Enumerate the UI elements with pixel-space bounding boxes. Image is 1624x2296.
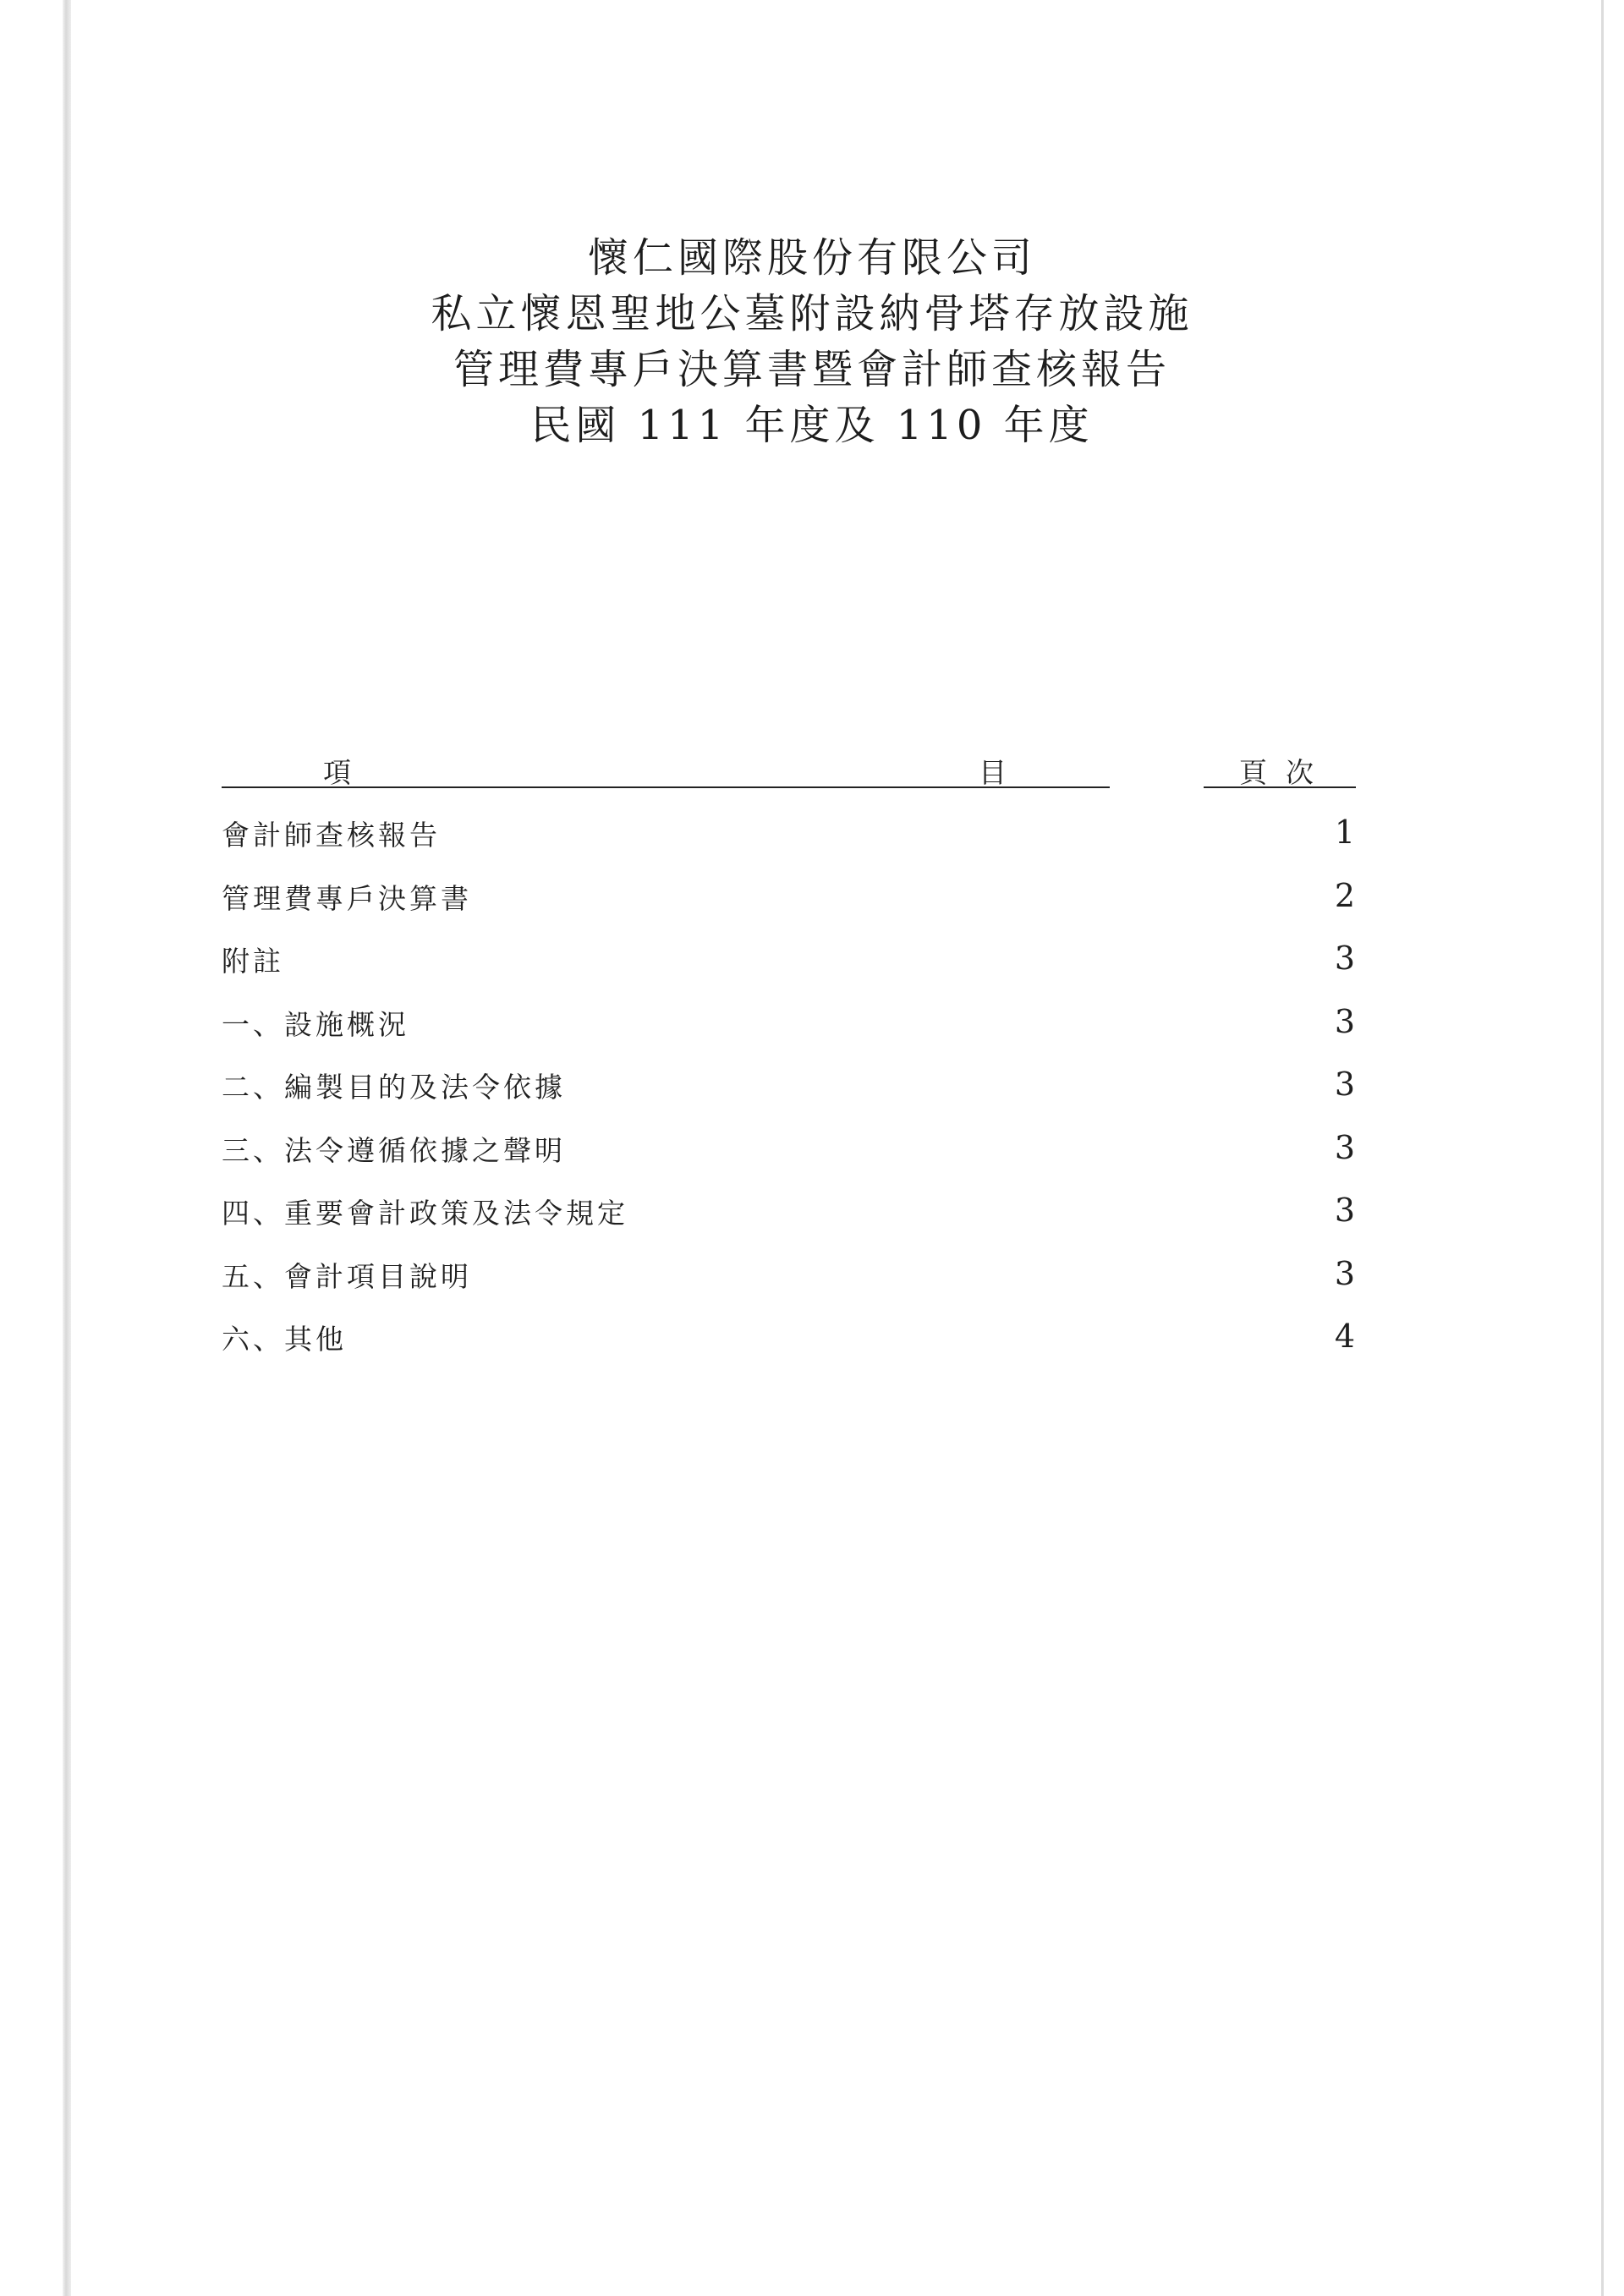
toc-header-page xyxy=(1204,744,1356,788)
toc-entry-page: 3 xyxy=(1334,1066,1355,1103)
toc-row xyxy=(222,1062,1355,1126)
toc-entry-page: 2 xyxy=(1334,876,1355,914)
toc-entry-label: 附註 xyxy=(222,945,284,978)
toc-row xyxy=(222,1314,1355,1378)
toc-header-page-label: 頁次 xyxy=(1239,756,1332,789)
company-name: 懷仁國際股份有限公司 xyxy=(587,234,1036,282)
toc-row xyxy=(222,936,1355,1000)
toc-entry-page: 3 xyxy=(1334,1002,1355,1040)
report-name: 管理費專戶決算書暨會計師查核報告 xyxy=(453,346,1171,393)
toc-entry-label: 管理費專戶決算書 xyxy=(222,881,472,915)
toc-header-item-right: 目 xyxy=(979,756,1007,789)
toc-row xyxy=(222,1126,1355,1189)
toc-row xyxy=(222,874,1355,937)
toc-row xyxy=(222,810,1355,874)
toc-entry-label: 六、其他 xyxy=(222,1323,347,1356)
toc-entry-label: 五、會計項目說明 xyxy=(222,1259,472,1293)
table-of-contents xyxy=(222,810,1355,1378)
toc-entry-page: 1 xyxy=(1334,814,1355,851)
facility-name: 私立懷恩聖地公墓附設納骨塔存放設施 xyxy=(431,290,1193,337)
toc-entry-page: 3 xyxy=(1334,1192,1355,1229)
toc-header-item-left: 項 xyxy=(323,756,351,789)
toc-header-item xyxy=(222,744,1110,788)
toc-entry-page: 4 xyxy=(1334,1318,1355,1355)
toc-entry-page: 3 xyxy=(1334,1128,1355,1166)
toc-entry-label: 四、重要會計政策及法令規定 xyxy=(222,1197,628,1230)
toc-entry-label: 二、編製目的及法令依據 xyxy=(222,1071,566,1104)
toc-row xyxy=(222,1000,1355,1063)
toc-entry-label: 一、設施概況 xyxy=(222,1007,409,1041)
toc-entry-label: 會計師查核報告 xyxy=(222,819,441,852)
toc-entry-page: 3 xyxy=(1334,1254,1355,1292)
document-title xyxy=(0,230,1624,453)
toc-row xyxy=(222,1252,1355,1315)
toc-row xyxy=(222,1188,1355,1252)
report-period: 民國 111 年度及 110 年度 xyxy=(530,402,1094,449)
toc-entry-label: 三、法令遵循依據之聲明 xyxy=(222,1133,566,1167)
toc-entry-page: 3 xyxy=(1334,940,1355,977)
